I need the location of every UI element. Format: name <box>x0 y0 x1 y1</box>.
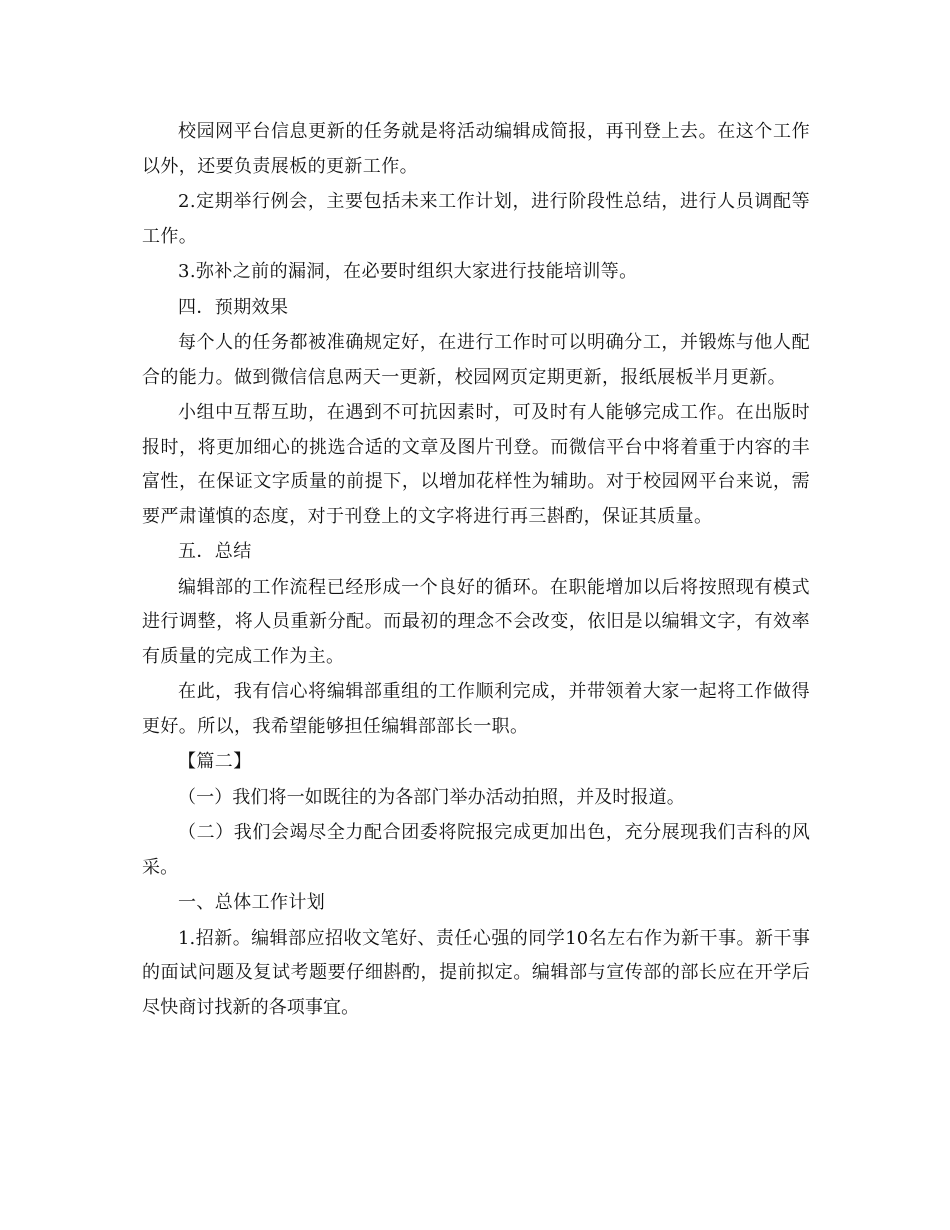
paragraph-activity-photos: （一）我们将一如既往的为各部门举办活动拍照，并及时报道。 <box>178 786 685 808</box>
heading-overall-plan: 一、总体工作计划 <box>178 892 326 913</box>
paragraph-skill-training: 3.弥补之前的漏洞，在必要时组织大家进行技能培训等。 <box>178 261 638 282</box>
paragraph-newspaper-cooperation: （二）我们会竭尽全力配合团委将院报完成更加出色，充分展现我们吉科的风采。 <box>142 822 810 878</box>
paragraph-workflow-summary: 编辑部的工作流程已经形成一个良好的循环。在职能增加以后将按照现有模式进行调整，将人员重新分配。而最初的理念不会改变，依旧是以编辑文字，有效率有质量的完成工作为主。 <box>142 576 810 667</box>
paragraph-task-division: 每个人的任务都被准确规定好，在进行工作时可以明确分工，并锻炼与他人配合的能力。做到微信信息两天一更新，校园网页定期更新，报纸展板半月更新。 <box>142 332 810 388</box>
paragraph-team-cooperation: 小组中互帮互助，在遇到不可抗因素时，可及时有人能够完成工作。在出版时报时，将更加细心的挑选合适的文章及图片刊登。而微信平台中将着重于内容的丰富性，在保证文字质量的前提下，以增加花样性为辅助。对于校园网平台来说，需要严肃谨慎的态度，对于刊登上的文字将进行再三斟酌，保证其质量。 <box>142 402 810 527</box>
heading-expected-effects: 四．预期效果 <box>178 296 289 318</box>
paragraph-regular-meetings: 2.定期举行例会，主要包括未来工作计划，进行阶段性总结，进行人员调配等工作。 <box>142 191 810 247</box>
section-heading-part-two: 【篇二】 <box>178 751 252 772</box>
heading-summary: 五．总结 <box>178 541 252 562</box>
paragraph-confidence-statement: 在此，我有信心将编辑部重组的工作顺利完成，并带领着大家一起将工作做得更好。所以，我希望能够担任编辑部部长一职。 <box>142 681 810 737</box>
paragraph-recruitment: 1.招新。编辑部应招收文笔好、责任心强的同学10名左右作为新干事。新干事的面试问题及复试考题要仔细斟酌，提前拟定。编辑部与宣传部的部长应在开学后尽快商讨找新的各项事宜。 <box>142 927 810 1018</box>
document-body <box>142 115 810 1026</box>
paragraph-website-update: 校园网平台信息更新的任务就是将活动编辑成简报，再刊登上去。在这个工作以外，还要负责展板的更新工作。 <box>142 121 810 177</box>
